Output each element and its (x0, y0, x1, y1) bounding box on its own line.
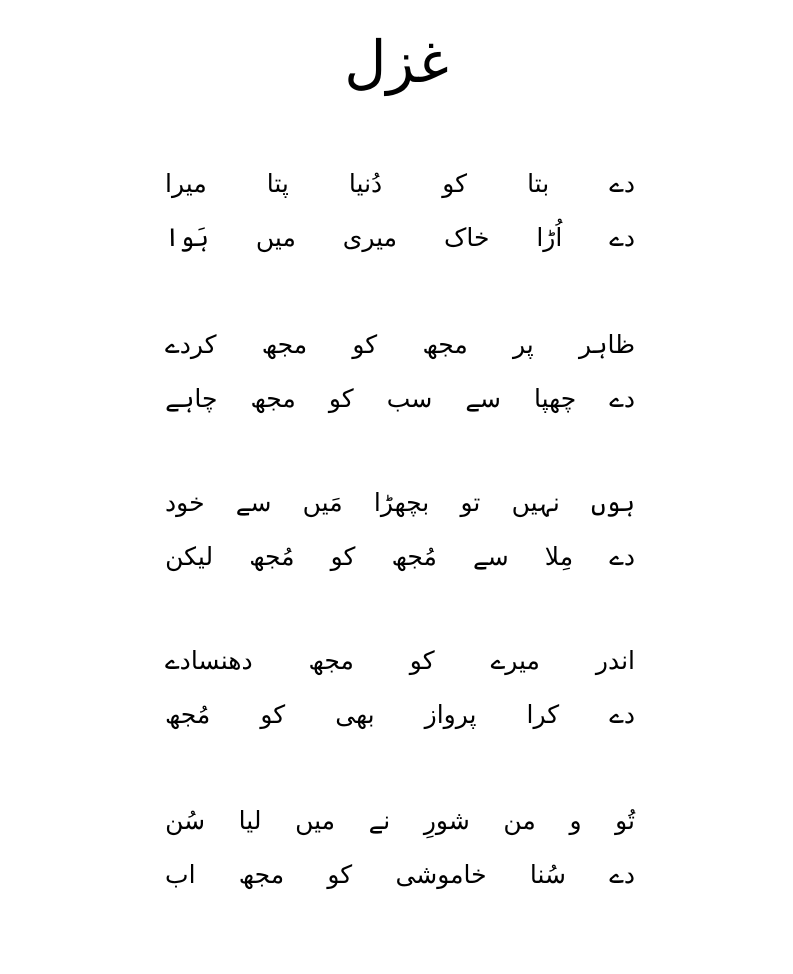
verse-word: ظاہر (579, 330, 635, 359)
verse-word: مجھ (261, 330, 308, 359)
verse-word: کرا (526, 700, 560, 729)
verse-line (165, 530, 635, 584)
verse-word: سُنا (529, 860, 566, 889)
verse-word: دھنسادے (165, 646, 253, 675)
verse-word: پتا (266, 169, 289, 198)
verse-word: میری (342, 223, 398, 252)
verse-word: پرواز (424, 700, 477, 729)
verse-line (165, 794, 635, 848)
verse-word: مُجھ (391, 542, 437, 571)
verse-word: دے (609, 700, 635, 729)
verse-word: ہَوا (165, 223, 209, 252)
verse-word: خاک (443, 223, 490, 252)
verse-word: مَیں (302, 488, 343, 517)
verse-word: کو (260, 700, 286, 729)
verse-line (165, 318, 635, 372)
verse-word: کردے (165, 330, 217, 359)
stanza (165, 634, 635, 742)
stanza (165, 318, 635, 426)
verse-word: تو (460, 488, 481, 517)
verse-word: مِلا (544, 542, 574, 571)
verse-word: میں (255, 223, 296, 252)
verse-word: دُنیا (348, 169, 383, 198)
verse-word: مُجھ (165, 700, 211, 729)
verse-word: لیکن (165, 542, 214, 571)
verse-word: بتا (527, 169, 550, 198)
verse-word: بھی (335, 700, 375, 729)
verse-word: مجھ (250, 384, 296, 413)
verse-word: اندر (595, 646, 635, 675)
verse-word: چاہے (165, 384, 218, 413)
verse-line (165, 476, 635, 530)
verse-line (165, 372, 635, 426)
verse-word: مجھ (308, 646, 354, 675)
verse-word: دے (609, 860, 635, 889)
verse-word: دے (609, 542, 635, 571)
verse-word: نہیں (511, 488, 560, 517)
verse-word: اُڑا (536, 223, 563, 252)
verse-word: دے (609, 169, 635, 198)
verse-word: پر (513, 330, 534, 359)
verse-word: خاموشی (395, 860, 487, 889)
verse-word: من (503, 806, 536, 835)
verse-line (165, 157, 635, 211)
verse-word: مُجھ (249, 542, 295, 571)
verse-word: دے (609, 223, 635, 252)
verse-word: ہوں (591, 488, 635, 517)
verse-word: نے (368, 806, 391, 835)
verse-word: مجھ (422, 330, 468, 359)
verse-word: سے (465, 384, 501, 413)
verse-word: کو (352, 330, 378, 359)
verse-word: سب (386, 384, 433, 413)
verse-word: کو (327, 860, 353, 889)
verse-line (165, 688, 635, 742)
verse-line (165, 634, 635, 688)
verse-word: سے (235, 488, 272, 517)
poem-title: غزل (344, 28, 449, 96)
verse-word: میرے (490, 646, 540, 675)
verse-word: سے (473, 542, 509, 571)
stanza (165, 794, 635, 902)
verse-word: و (569, 806, 582, 835)
verse-word: میں (295, 806, 336, 835)
verse-word: کو (442, 169, 468, 198)
verse-word: تُو (615, 806, 635, 835)
stanza (165, 157, 635, 265)
verse-word: کو (409, 646, 435, 675)
verse-word: دے (609, 384, 635, 413)
verse-word: شورِ (423, 806, 470, 835)
verse-word: میرا (165, 169, 207, 198)
verse-word: مجھ (238, 860, 285, 889)
stanza (165, 476, 635, 584)
verse-word: کو (328, 384, 354, 413)
verse-word: بچھڑا (373, 488, 430, 517)
verse-word: اب (165, 860, 196, 889)
verse-line (165, 848, 635, 902)
verse-word: سُن (165, 806, 206, 835)
verse-word: خود (165, 488, 205, 517)
verse-line (165, 211, 635, 265)
verse-word: چھپا (534, 384, 577, 413)
verse-word: لیا (238, 806, 262, 835)
verse-word: کو (330, 542, 356, 571)
